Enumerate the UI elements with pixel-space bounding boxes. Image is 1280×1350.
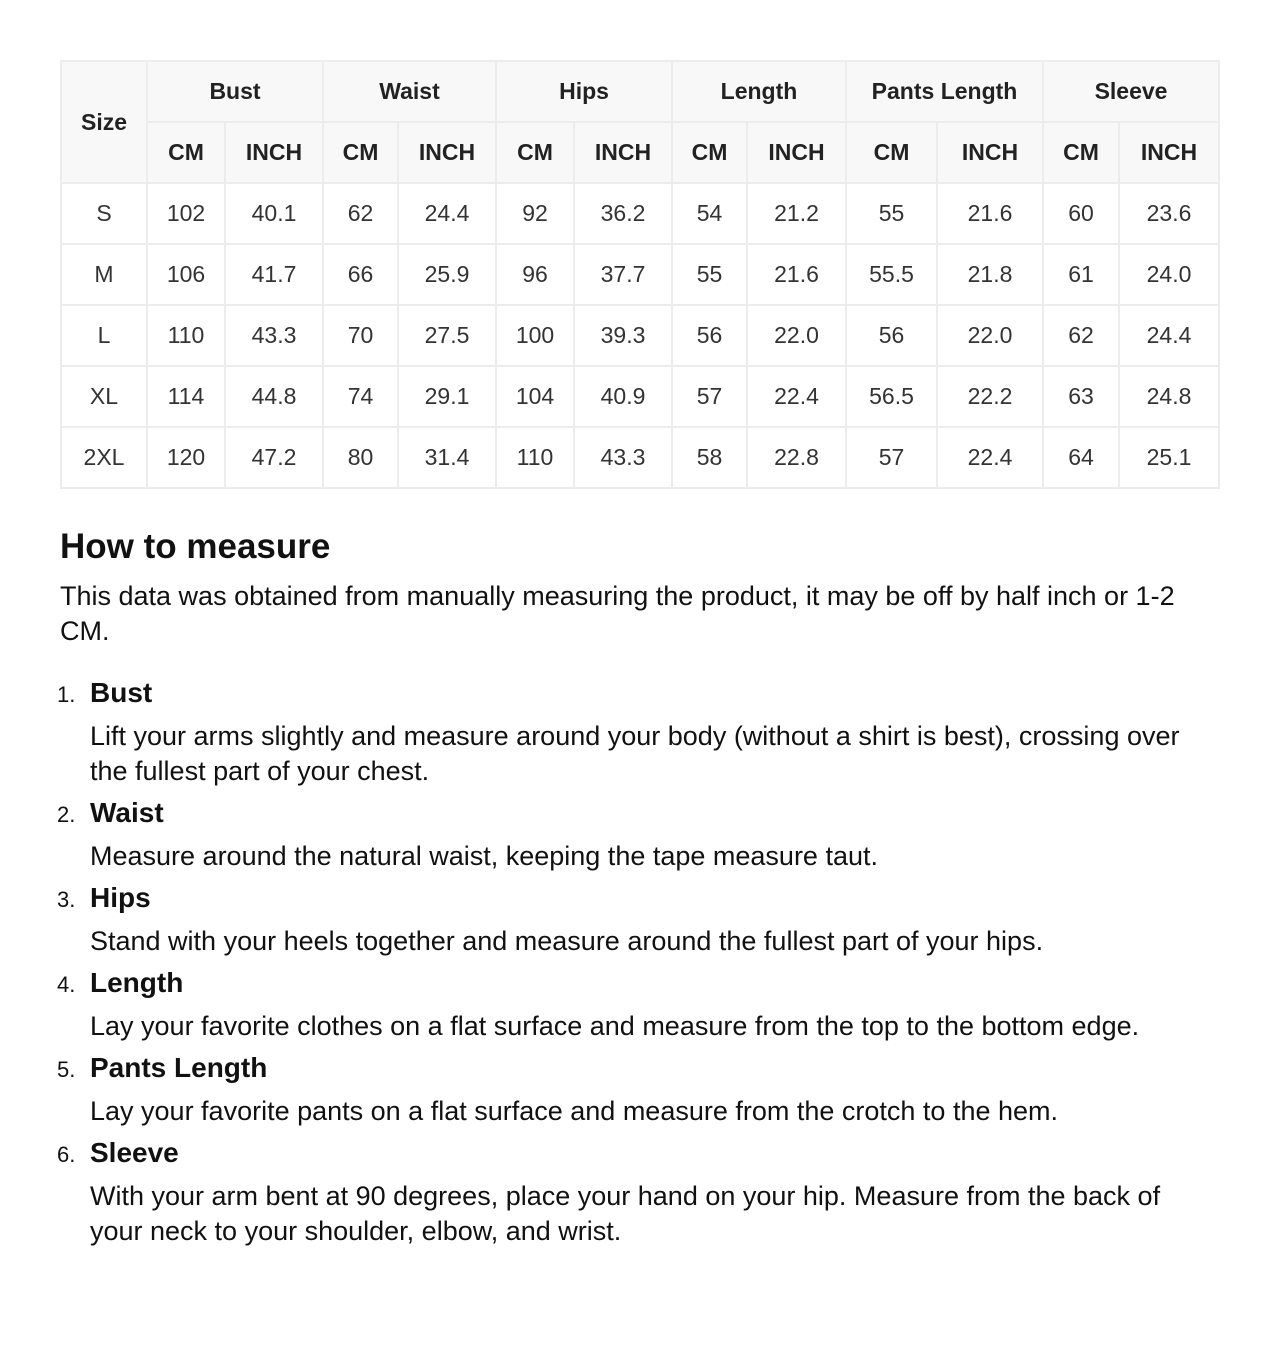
measurement-cell: 39.3 [574,305,672,366]
group-header-row [61,61,1219,122]
table-row [61,427,1219,488]
measurement-cell: 21.8 [937,244,1043,305]
measurement-cell: 57 [672,366,747,427]
item-title: Waist [90,797,164,828]
unit-header: INCH [937,122,1043,183]
measurement-cell: 22.8 [747,427,846,488]
size-cell: M [61,244,147,305]
measurement-cell: 55 [846,183,937,244]
list-item [57,1050,1220,1129]
unit-header: INCH [1119,122,1219,183]
item-number: 3. [57,887,76,912]
item-description: Stand with your heels together and measure around the fullest part of your hips. [90,926,1044,956]
size-chart-table [60,60,1220,489]
size-cell: XL [61,366,147,427]
measurement-cell: 21.6 [747,244,846,305]
size-cell: 2XL [61,427,147,488]
table-row [61,305,1219,366]
measurement-cell: 56 [846,305,937,366]
measurement-cell: 44.8 [225,366,323,427]
measurement-cell: 104 [496,366,574,427]
measurement-cell: 106 [147,244,225,305]
measurement-cell: 80 [323,427,398,488]
measurement-cell: 63 [1043,366,1119,427]
item-number: 1. [57,682,76,707]
measurement-cell: 100 [496,305,574,366]
column-group-header: Hips [496,61,672,122]
measurement-cell: 24.4 [1119,305,1219,366]
unit-header: CM [846,122,937,183]
unit-header: CM [672,122,747,183]
size-cell: S [61,183,147,244]
measurement-cell: 25.9 [398,244,496,305]
measurement-cell: 56 [672,305,747,366]
size-cell: L [61,305,147,366]
measurement-cell: 22.4 [747,366,846,427]
unit-header: INCH [747,122,846,183]
unit-header: INCH [225,122,323,183]
measurement-cell: 74 [323,366,398,427]
measurement-cell: 22.2 [937,366,1043,427]
table-body [61,183,1219,488]
measurement-cell: 36.2 [574,183,672,244]
measurement-cell: 37.7 [574,244,672,305]
size-column-header: Size [61,61,147,183]
measurement-cell: 120 [147,427,225,488]
table-row [61,366,1219,427]
measurement-cell: 43.3 [225,305,323,366]
list-item [57,880,1220,959]
item-description: With your arm bent at 90 degrees, place your hand on your hip. Measure from the back of your neck to your shoulder, elbow, and wrist. [90,1181,1161,1246]
measure-intro-text: This data was obtained from manually measuring the product, it may be off by half inch or 1-2 CM. [60,581,1175,646]
measurement-cell: 54 [672,183,747,244]
unit-header: CM [147,122,225,183]
measurement-cell: 96 [496,244,574,305]
measurement-cell: 23.6 [1119,183,1219,244]
measurement-cell: 57 [846,427,937,488]
measurement-cell: 43.3 [574,427,672,488]
measurement-cell: 47.2 [225,427,323,488]
table-row [61,244,1219,305]
measurement-cell: 102 [147,183,225,244]
item-description: Measure around the natural waist, keeping the tape measure taut. [90,841,878,871]
measurement-cell: 55 [672,244,747,305]
unit-header: INCH [398,122,496,183]
measurement-cell: 110 [496,427,574,488]
measurement-cell: 70 [323,305,398,366]
column-group-header: Bust [147,61,323,122]
unit-header: CM [496,122,574,183]
measurement-cell: 24.0 [1119,244,1219,305]
unit-header: INCH [574,122,672,183]
measurement-cell: 58 [672,427,747,488]
measurement-cell: 22.0 [937,305,1043,366]
unit-header: CM [1043,122,1119,183]
measurement-cell: 62 [1043,305,1119,366]
measurement-cell: 22.4 [937,427,1043,488]
list-item [57,1135,1220,1249]
item-description: Lift your arms slightly and measure around your body (without a shirt is best), crossing over the fullest part of your chest. [90,721,1180,786]
list-item [57,795,1220,874]
item-number: 5. [57,1057,76,1082]
measure-instructions-list [57,675,1220,1249]
measurement-cell: 22.0 [747,305,846,366]
unit-header: CM [323,122,398,183]
item-description: Lay your favorite pants on a flat surface and measure from the crotch to the hem. [90,1096,1059,1126]
column-group-header: Pants Length [846,61,1043,122]
measurement-cell: 64 [1043,427,1119,488]
item-number: 6. [57,1142,76,1167]
unit-header-row [61,122,1219,183]
table-header [61,61,1219,183]
measurement-cell: 61 [1043,244,1119,305]
measurement-cell: 92 [496,183,574,244]
item-title: Pants Length [90,1052,268,1083]
how-to-measure-heading: How to measure [60,527,331,566]
measurement-cell: 55.5 [846,244,937,305]
measurement-cell: 24.8 [1119,366,1219,427]
measurement-cell: 25.1 [1119,427,1219,488]
measurement-cell: 21.2 [747,183,846,244]
measurement-cell: 62 [323,183,398,244]
measurement-cell: 40.1 [225,183,323,244]
measurement-cell: 110 [147,305,225,366]
measurement-cell: 66 [323,244,398,305]
column-group-header: Waist [323,61,496,122]
measurement-cell: 40.9 [574,366,672,427]
column-group-header: Length [672,61,846,122]
measurement-cell: 27.5 [398,305,496,366]
item-title: Sleeve [90,1137,179,1168]
item-title: Length [90,967,184,998]
measurement-cell: 60 [1043,183,1119,244]
item-title: Bust [90,677,153,708]
measurement-cell: 29.1 [398,366,496,427]
column-group-header: Sleeve [1043,61,1219,122]
item-title: Hips [90,882,151,913]
item-number: 4. [57,972,76,997]
measurement-cell: 21.6 [937,183,1043,244]
list-item [57,965,1220,1044]
item-number: 2. [57,802,76,827]
measurement-cell: 56.5 [846,366,937,427]
measurement-cell: 114 [147,366,225,427]
measurement-cell: 41.7 [225,244,323,305]
table-row [61,183,1219,244]
measurement-cell: 31.4 [398,427,496,488]
list-item [57,675,1220,789]
item-description: Lay your favorite clothes on a flat surface and measure from the top to the bottom edge. [90,1011,1140,1041]
measurement-cell: 24.4 [398,183,496,244]
